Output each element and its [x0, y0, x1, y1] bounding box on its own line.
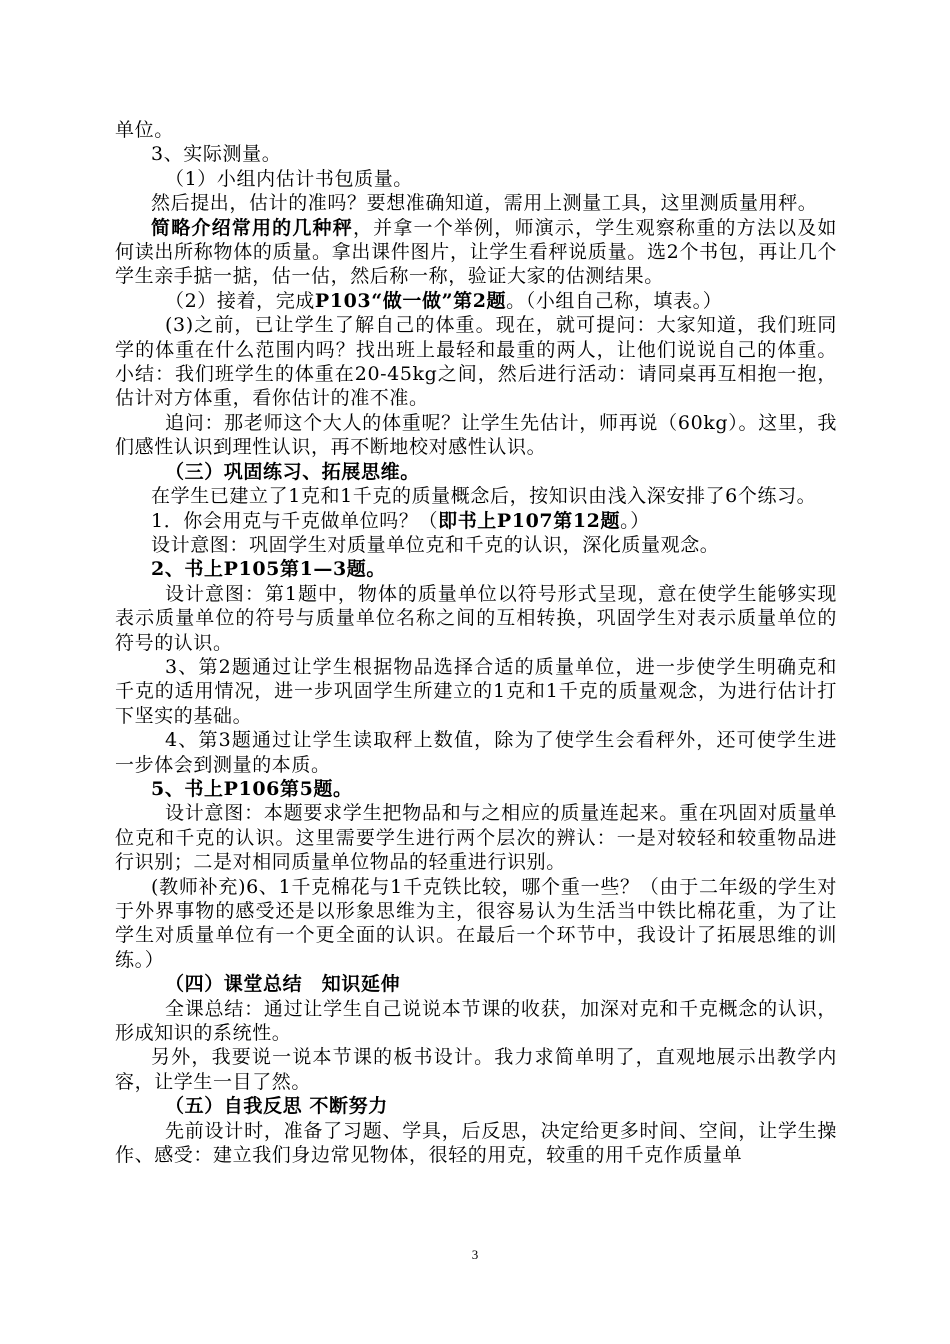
paragraph: (3)之前，已让学生了解自己的体重。现在，就可提问：大家知道，我们班同学的体重在什么范围内吗？找出班上最轻和最重的两人，让他们说说自己的体重。小结：我们班学生的体重在20-45kg之间，然后进行活动：请同桌再互相抱一抱，估计对方体重，看你估计的准不准。 — [115, 314, 837, 410]
paragraph: 3、第2题通过让学生根据物品选择合适的质量单位，进一步使学生明确克和千克的适用情况，进一步巩固学生所建立的1克和1千克的质量观念，为进行估计打下坚实的基础。 — [115, 655, 837, 727]
bold-text: 简略介绍常用的几种秤 — [151, 216, 353, 239]
paragraph — [115, 509, 837, 533]
paragraph: 全课总结：通过让学生自己说说本节课的收获，加深对克和千克概念的认识，形成知识的系统性。 — [115, 997, 837, 1045]
paragraph: （1）小组内估计书包质量。 — [165, 167, 413, 190]
text-run: （2）接着，完成 — [165, 289, 315, 312]
section-heading: 5、书上P106第5题。 — [151, 777, 353, 800]
text-run: ，并拿一个举例，师演示，学生观察称重的方法以及如何读出所称物体的质量。拿出课件图片，让学生看秤说质量。选2个书包，再让几个学生亲手掂一掂，估一估，然后称一称，验证大家的估测结果。 — [115, 216, 837, 288]
section-heading: （四）课堂总结 知识延伸 — [165, 973, 401, 996]
paragraph: 单位。 — [115, 119, 174, 141]
paragraph: 设计意图：第1题中，物体的质量单位以符号形式呈现，意在使学生能够实现表示质量单位的符号与质量单位名称之间的互相转换，巩固学生对表示质量单位的符号的认识。 — [115, 582, 837, 654]
paragraph: (教师补充)6、1千克棉花与1千克铁比较，哪个重一些？（由于二年级的学生对于外界事物的感受还是以形象思维为主，很容易认为生活当中铁比棉花重，为了让学生对质量单位有一个更全面的认识。在最后一个环节中，我设计了拓展思维的训练。） — [115, 875, 837, 971]
section-heading: （三）巩固练习、拓展思维。 — [165, 460, 420, 483]
section-heading: 2、书上P105第1—3题。 — [151, 558, 387, 581]
bold-text: P103“做一做”第2题 — [314, 289, 507, 312]
paragraph: 在学生已建立了1克和1千克的质量概念后，按知识由浅入深安排了6个练习。 — [151, 485, 817, 508]
paragraph: 先前设计时，准备了习题、学具，后反思，决定给更多时间、空间，让学生操作、感受：建立我们身边常见物体，很轻的用克，较重的用千克作质量单 — [115, 1119, 837, 1167]
paragraph: 设计意图：本题要求学生把物品和与之相应的质量连起来。重在巩固对质量单位克和千克的认识。这里需要学生进行两个层次的辨认：一是对较轻和较重物品进行识别；二是对相同质量单位物品的轻重进行识别。 — [115, 802, 837, 874]
paragraph — [115, 216, 837, 289]
paragraph: 追问：那老师这个大人的体重呢？让学生先估计，师再说（60kg）。这里，我们感性认识到理性认识，再不断地校对感性认识。 — [115, 411, 837, 459]
page-number: 3 — [471, 1247, 479, 1262]
bold-text: 即书上P107第12题 — [438, 509, 621, 532]
paragraph: 设计意图：巩固学生对质量单位克和千克的认识，深化质量观念。 — [151, 533, 720, 556]
paragraph — [115, 289, 837, 313]
text-run: 1．你会用克与千克做单位吗？（ — [151, 509, 439, 532]
text-run: 。） — [620, 509, 650, 532]
paragraph: 然后提出，估计的准吗？要想准确知道，需用上测量工具，这里测质量用秤。 — [151, 192, 818, 215]
text-run: 。（小组自己称，填表。） — [506, 289, 723, 312]
section-heading: （五）自我反思 不断努力 — [165, 1095, 388, 1118]
document-body — [115, 118, 837, 1167]
paragraph: 4、第3题通过让学生读取秤上数值，除为了使学生会看秤外，还可使学生进一步体会到测量的本质。 — [115, 729, 837, 776]
paragraph: 3、实际测量。 — [151, 143, 282, 166]
paragraph: 另外，我要说一说本节课的板书设计。我力求简单明了，直观地展示出教学内容，让学生一目了然。 — [115, 1046, 837, 1093]
